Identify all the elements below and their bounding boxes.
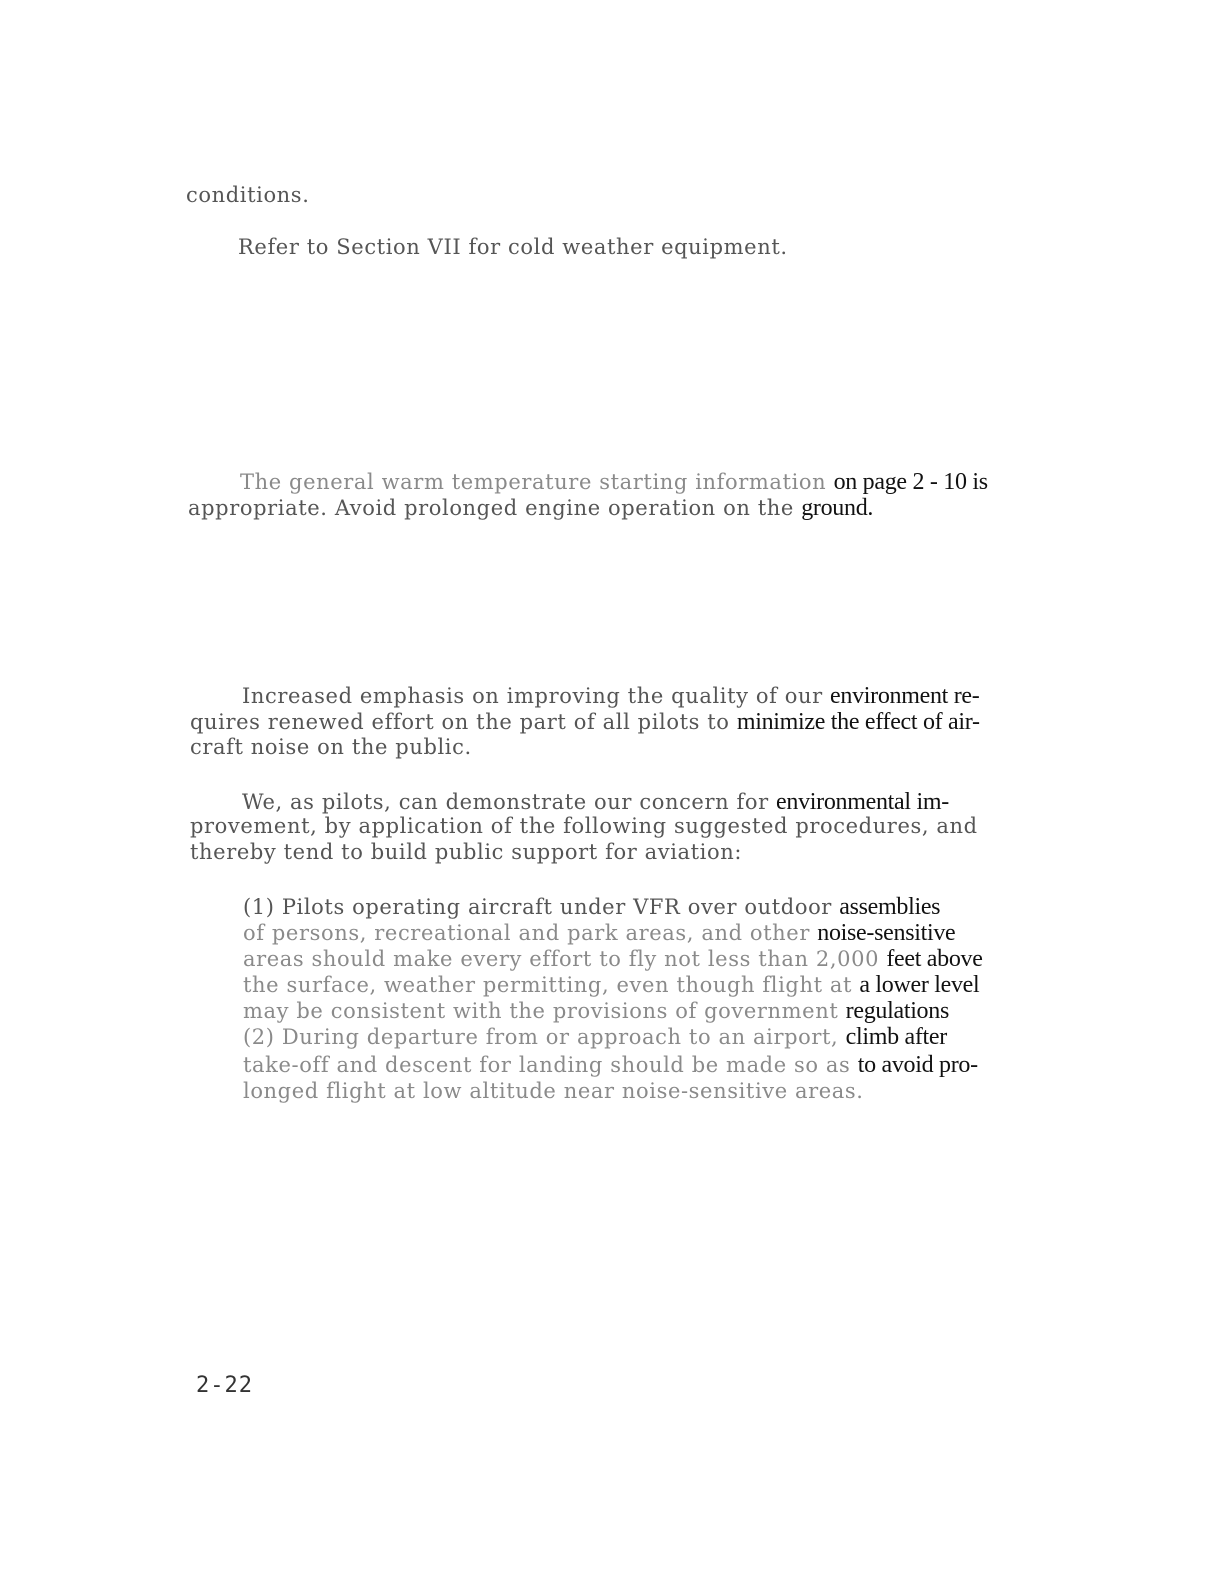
noise-p1-line-3: craft noise on the public. <box>190 735 472 759</box>
list-line-3-tail: feet above <box>886 946 983 972</box>
noise-p1-line-1-text: Increased emphasis on improving the quality of our <box>242 684 823 708</box>
noise-p2-line-2: provement, by application of the following suggested procedures, and <box>190 814 978 838</box>
list-line-1-tail: assemblies <box>839 894 941 920</box>
noise-p2-line-1-tail: environmental im- <box>776 789 949 815</box>
list-line-6-text: (2) During departure from or approach to an airport, <box>243 1025 839 1049</box>
list-line-7 <box>243 1053 978 1077</box>
list-line-2 <box>243 921 955 945</box>
noise-p2-line-1-text: We, as pilots, can demonstrate our concern for <box>242 790 769 814</box>
list-line-4 <box>243 973 979 997</box>
noise-p1-line-1-tail: environment re- <box>830 683 980 709</box>
noise-p2-line-1 <box>242 790 949 814</box>
warm-line-1-tail: on page 2 - 10 is <box>833 469 988 495</box>
noise-p1-line-2-tail: minimize the effect of air- <box>736 709 980 735</box>
list-line-5-text: may be consistent with the provisions of government <box>243 999 839 1023</box>
list-line-7-text: take-off and descent for landing should be made so as <box>243 1053 851 1077</box>
noise-p1-line-2 <box>190 710 980 734</box>
list-line-7-tail: to avoid pro- <box>857 1052 978 1078</box>
intro-line-2: Refer to Section VII for cold weather equipment. <box>238 235 788 259</box>
list-line-6-tail: climb after <box>845 1024 947 1050</box>
list-line-1 <box>243 895 940 919</box>
list-line-3 <box>243 947 983 971</box>
list-line-2-text: of persons, recreational and park areas, and other <box>243 921 810 945</box>
list-line-3-text: areas should make every effort to fly not less than 2,000 <box>243 947 880 971</box>
list-line-5-tail: regulations <box>845 998 949 1024</box>
list-line-4-tail: a lower level <box>859 972 980 998</box>
noise-p1-line-1 <box>242 684 979 708</box>
warm-line-2-text: appropriate. Avoid prolonged engine operation on the <box>188 496 794 520</box>
noise-p1-line-2-text: quires renewed effort on the part of all pilots to <box>190 710 730 734</box>
warm-line-1 <box>240 470 988 494</box>
warm-line-1-text: The general warm temperature starting information <box>240 470 827 494</box>
page-number: 2-22 <box>196 1373 253 1398</box>
list-line-4-text: the surface, weather permitting, even though flight at <box>243 973 853 997</box>
list-line-8: longed flight at low altitude near noise-sensitive areas. <box>243 1079 864 1103</box>
list-line-6 <box>243 1025 947 1049</box>
list-line-2-tail: noise-sensitive <box>817 920 956 946</box>
list-line-5 <box>243 999 949 1023</box>
warm-line-2 <box>188 496 873 520</box>
list-line-1-text: (1) Pilots operating aircraft under VFR over outdoor <box>243 895 832 919</box>
warm-line-2-tail: ground. <box>801 495 874 521</box>
intro-line-1: conditions. <box>186 183 310 207</box>
noise-p2-line-3: thereby tend to build public support for aviation: <box>190 840 743 864</box>
